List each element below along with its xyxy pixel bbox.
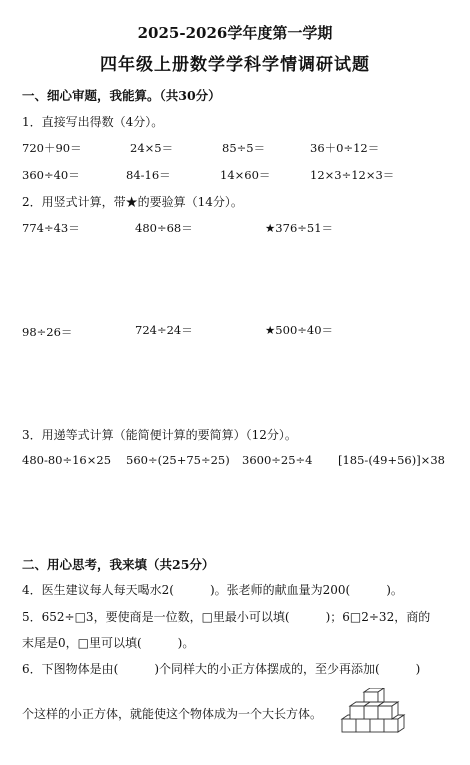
q5-text-cont: 末尾是0，□里可以填( )。 [22, 636, 195, 650]
q2-title: 2．用竖式计算，带★的要验算（14分）。 [22, 195, 243, 209]
q1-expr: 360÷40＝ [22, 168, 80, 182]
exam-term-title: 2025-2026学年度第一学期 [137, 24, 333, 42]
q6-text: 6．下图物体是由( )个同样大的小正方体摆成的，至少再添加( ) [22, 662, 421, 676]
section1-title: 一、细心审题，我能算。（共30分） [22, 88, 221, 103]
exam-title: 四年级上册数学学科学情调研试题 [100, 55, 370, 75]
q2-expr: 98÷26＝ [22, 325, 73, 339]
q3-expr: 560÷(25+75÷25) [126, 453, 230, 467]
q1-expr: 720＋90＝ [22, 141, 82, 155]
q2-expr: 724÷24＝ [135, 323, 193, 337]
q1-expr: 85÷5＝ [222, 141, 266, 155]
q1-expr: 36＋0÷12＝ [310, 141, 380, 155]
q6-text-cont: 个这样的小正方体，就能使这个物体成为一个大长方体。 [22, 707, 323, 721]
q3-expr: [185-(49+56)]×38 [338, 453, 445, 467]
section2-title: 二、用心思考，我来填（共25分） [22, 557, 215, 572]
q3-expr: 480-80÷16×25 [22, 453, 112, 467]
q1-expr: 24×5＝ [130, 141, 174, 155]
q3-title: 3．用递等式计算（能简便计算的要简算）（12分）。 [22, 428, 297, 442]
q2-expr: ★376÷51＝ [265, 221, 334, 235]
q1-expr: 84-16＝ [126, 168, 171, 182]
q3-expr: 3600÷25÷4 [242, 453, 313, 467]
q2-expr: ★500÷40＝ [265, 323, 334, 337]
q5-text: 5．652÷□3，要使商是一位数，□里最小可以填( )；6□2÷32，商的 [22, 610, 431, 624]
q1-expr: 14×60＝ [220, 168, 271, 182]
cube-figure [340, 688, 415, 737]
q2-expr: 480÷68＝ [135, 221, 193, 235]
q2-expr: 774÷43＝ [22, 221, 80, 235]
q4-text: 4．医生建议每人每天喝水2( )。张老师的献血量为200( )。 [22, 583, 403, 597]
q1-title: 1．直接写出得数（4分）。 [22, 115, 164, 129]
q1-expr: 12×3÷12×3＝ [310, 168, 395, 182]
